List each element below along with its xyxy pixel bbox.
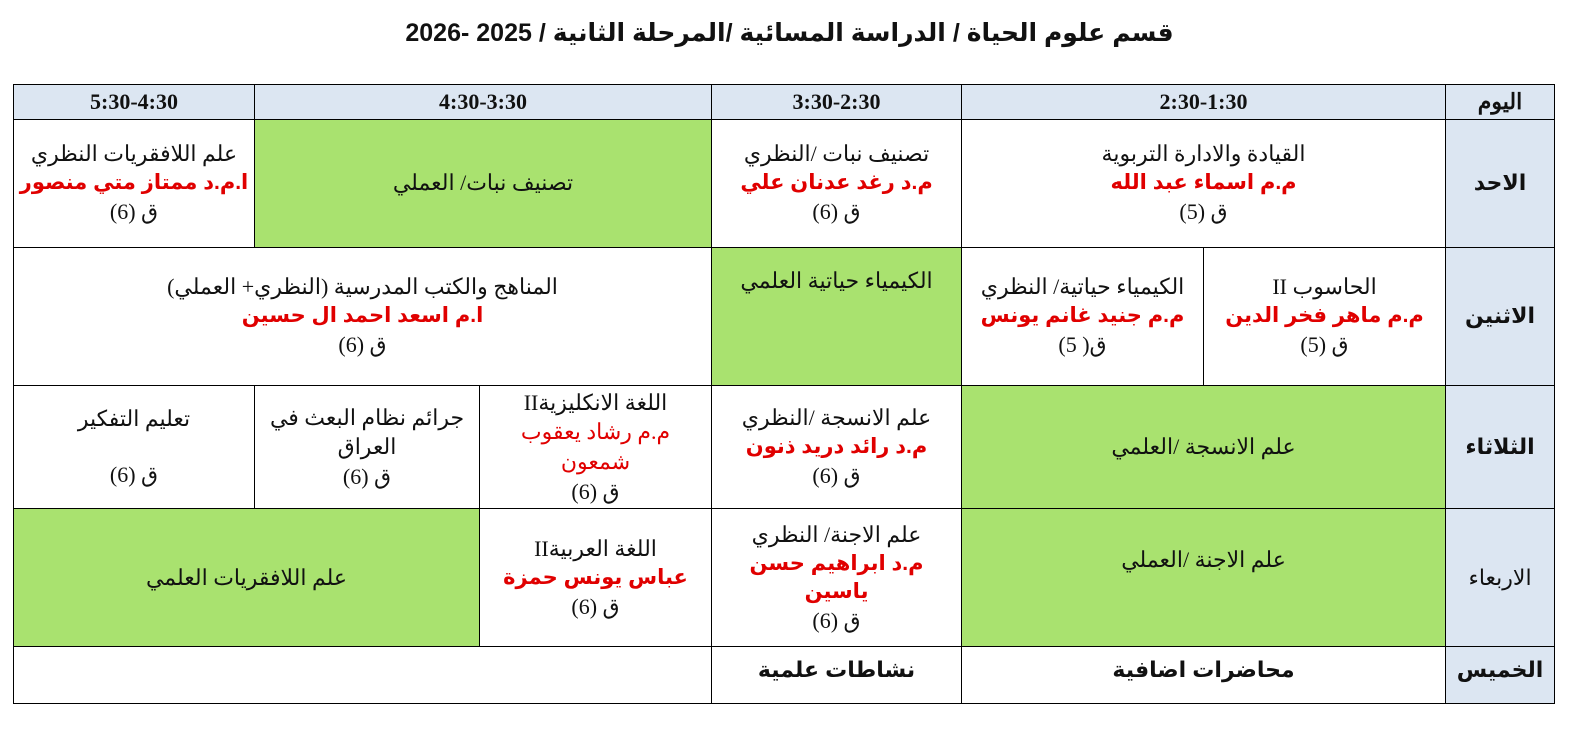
teacher: م.م رشاد يعقوب شمعون: [520, 419, 671, 475]
cell-sunday-slot1: [962, 119, 1446, 247]
row-tuesday: [14, 385, 1555, 509]
cell-wednesday-slot1: [962, 509, 1446, 647]
room: ق (6): [342, 463, 392, 489]
schedule-table: [13, 84, 1555, 704]
room: ق (6): [109, 462, 159, 488]
room: ق (6): [571, 478, 620, 504]
room: ق( 5): [1058, 332, 1107, 358]
row-sunday: [14, 119, 1555, 247]
header-slot-1: 2:30-1:30: [962, 85, 1446, 120]
header-day: اليوم: [1446, 85, 1555, 120]
cell-wednesday-slot34: [14, 509, 480, 647]
day-wednesday: الاربعاء: [1446, 509, 1555, 647]
day-tuesday: الثلاثاء: [1446, 385, 1555, 509]
cell-sunday-slot4: [14, 119, 255, 247]
subject: القيادة والادارة التربوية: [1101, 141, 1306, 167]
row-monday: [14, 247, 1555, 385]
subject: علم اللافقريات النظري: [30, 141, 238, 167]
teacher: م.م ماهر فخر الدين: [1225, 304, 1424, 328]
header-slot-4: 5:30-4:30: [14, 85, 255, 120]
teacher: م.م جنيد غانم يونس: [980, 304, 1185, 328]
subject: تصنيف نبات/ العملي: [392, 170, 574, 196]
room: ق (6): [812, 463, 861, 489]
cell-monday-slot1a: [1204, 247, 1446, 385]
teacher: عباس يونس حمزة: [503, 565, 688, 589]
header-row: [14, 85, 1555, 120]
subject: علم الانسجة /النظري: [741, 405, 932, 431]
teacher: م.د ابراهيم حسن ياسين: [749, 551, 924, 603]
cell-thursday-empty: [14, 647, 712, 704]
teacher: ا.م اسعد احمد ال حسين: [241, 304, 484, 328]
cell-tuesday-slot4: [14, 385, 255, 509]
room: ق (6): [812, 199, 861, 225]
subject: علم الانسجة /العلمي: [1111, 434, 1296, 460]
room: ق (6): [109, 199, 159, 225]
day-monday: الاثنين: [1446, 247, 1555, 385]
subject: الكيمياء حياتية العلمي: [740, 267, 933, 293]
cell-monday-slot1b: [962, 247, 1204, 385]
teacher: ا.م.د ممتاز متي منصور: [19, 171, 249, 195]
teacher: م.د رغد عدنان علي: [740, 171, 933, 195]
spacer: [18, 434, 250, 460]
subject: علم اللافقريات العلمي: [145, 565, 348, 591]
header-slot-3: 4:30-3:30: [255, 85, 712, 120]
subject: علم الاجنة/ النظري: [751, 521, 922, 547]
cell-thursday-slot1: محاضرات اضافية: [962, 647, 1446, 704]
room: ق (6): [812, 608, 861, 634]
cell-tuesday-slot3b: [255, 385, 480, 509]
cell-thursday-slot2: نشاطات علمية: [712, 647, 962, 704]
cell-monday-slot2: [712, 247, 962, 385]
room: ق (5): [1300, 332, 1349, 358]
cell-sunday-slot3: [255, 119, 712, 247]
day-thursday: الخميس: [1446, 647, 1555, 704]
day-sunday: الاحد: [1446, 119, 1555, 247]
subject: تعليم التفكير: [77, 406, 191, 432]
subject: الكيمياء حياتية/ النظري: [980, 274, 1185, 300]
room: ق (6): [571, 594, 620, 620]
row-wednesday: [14, 509, 1555, 647]
cell-tuesday-slot2: [712, 385, 962, 509]
cell-sunday-slot2: [712, 119, 962, 247]
cell-wednesday-slot3a: [480, 509, 712, 647]
subject: اللغة العربيةII: [534, 536, 657, 562]
subject: الحاسوب II: [1272, 274, 1377, 300]
teacher: م.د رائد دريد ذنون: [745, 434, 928, 458]
subject: علم الاجنة /العملي: [1121, 547, 1286, 573]
subject: جرائم نظام البعث في العراق: [269, 404, 465, 460]
header-slot-2: 3:30-2:30: [712, 85, 962, 120]
subject: المناهج والكتب المدرسية (النظري+ العملي): [167, 274, 558, 300]
room: ق (6): [338, 332, 387, 358]
cell-wednesday-slot2: [712, 509, 962, 647]
cell-monday-slot34: [14, 247, 712, 385]
teacher: م.م اسماء عبد الله: [1110, 171, 1297, 195]
subject: اللغة الانكليزيةII: [523, 389, 668, 415]
row-thursday: [14, 647, 1555, 704]
cell-tuesday-slot1: [962, 385, 1446, 509]
page-title: قسم علوم الحياة / الدراسة المسائية /المرحلة الثانية / 2025 -2026: [405, 19, 1174, 47]
room: ق (5): [1179, 199, 1228, 225]
cell-tuesday-slot3a: [480, 385, 712, 509]
subject: تصنيف نبات /النظري: [743, 141, 930, 167]
